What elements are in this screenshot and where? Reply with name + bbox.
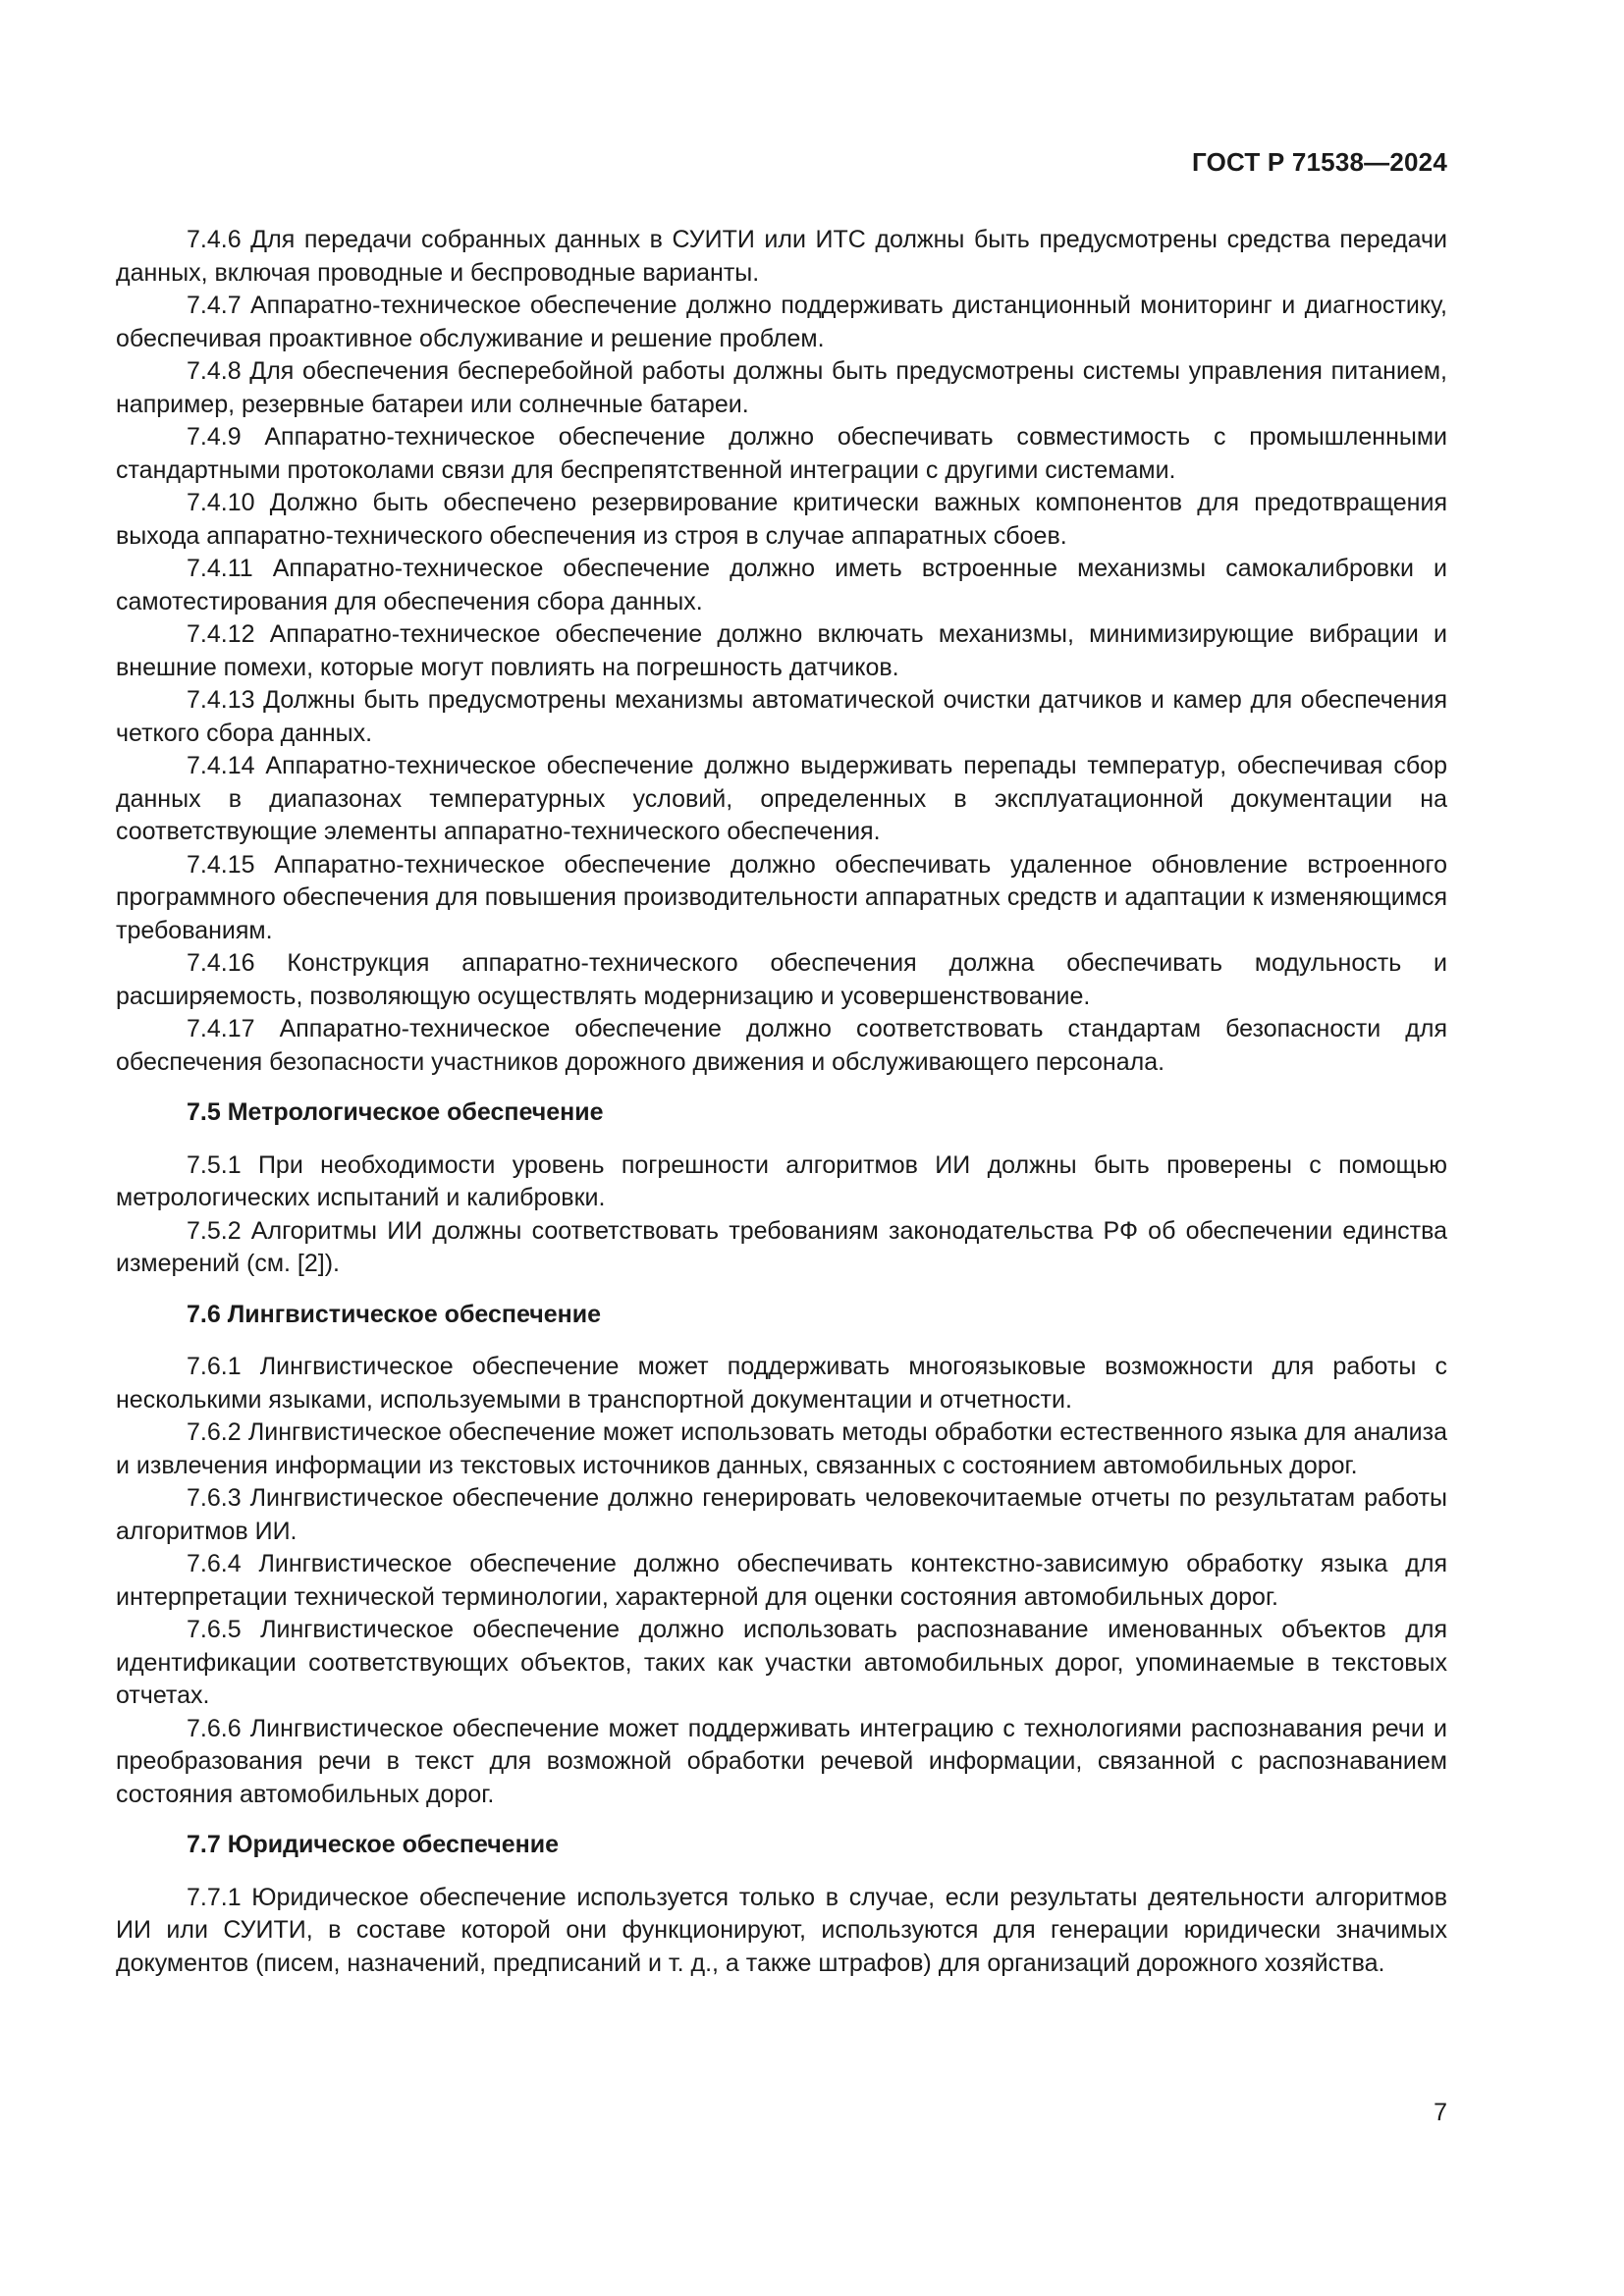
page-number: 7 (1434, 2099, 1447, 2126)
paragraph-7-4-13: 7.4.13 Должны быть предусмотрены механизмы автоматической очистки датчиков и камер для обеспечения четкого сбора данных. (116, 686, 1447, 747)
paragraph-7-5-2: 7.5.2 Алгоритмы ИИ должны соответствовать требованиям законодательства РФ об обеспечении единства измерений (см. [2]). (116, 1216, 1447, 1277)
paragraph-7-6-3: 7.6.3 Лингвистическое обеспечение должно генерировать человекочитаемые отчеты по результатам работы алгоритмов ИИ. (116, 1484, 1447, 1545)
paragraph-7-4-11: 7.4.11 Аппаратно-техническое обеспечение должно иметь встроенные механизмы самокалибровки и самотестирования для обеспечения сбора данных. (116, 555, 1447, 615)
paragraph-7-4-16: 7.4.16 Конструкция аппаратно-технического обеспечения должна обеспечивать модульность и расширяемость, позволяющую осуществлять модернизацию и усовершенствование. (116, 949, 1447, 1010)
paragraph-7-4-7: 7.4.7 Аппаратно-техническое обеспечение должно поддерживать дистанционный мониторинг и диагностику, обеспечивая проактивное обслуживание и решение проблем. (116, 292, 1447, 352)
document-body (116, 224, 1447, 1980)
paragraph-7-6-1: 7.6.1 Лингвистическое обеспечение может поддерживать многоязыковые возможности для работы с несколькими языками, используемыми в транспортной документации и отчетности. (116, 1353, 1447, 1414)
document-id-header: ГОСТ Р 71538—2024 (1192, 147, 1447, 177)
paragraph-7-6-4: 7.6.4 Лингвистическое обеспечение должно обеспечивать контекстно-зависимую обработку языка для интерпретации технической терминологии, характерной для оценки состояния автомобильных дорог. (116, 1550, 1447, 1611)
section-heading-7-6: 7.6 Лингвистическое обеспечение (187, 1300, 602, 1328)
section-heading-7-5: 7.5 Метрологическое обеспечение (187, 1098, 604, 1126)
paragraph-7-4-14: 7.4.14 Аппаратно-техническое обеспечение должно выдерживать перепады температур, обеспечивая сбор данных в диапазонах температурных условий, определенных в эксплуатационной документации на соответствующие элементы аппаратно-технического обеспечения. (116, 752, 1447, 845)
paragraph-7-5-1: 7.5.1 При необходимости уровень погрешности алгоритмов ИИ должны быть проверены с помощью метрологических испытаний и калибровки. (116, 1150, 1447, 1211)
paragraph-7-7-1: 7.7.1 Юридическое обеспечение используется только в случае, если результаты деятельности алгоритмов ИИ или СУИТИ, в составе которой они функционируют, используются для генерации юридически значимых документов (писем, назначений, предписаний и т. д., а также штрафов) для организаций дорожного хозяйства. (116, 1883, 1447, 1977)
paragraph-7-4-9: 7.4.9 Аппаратно-техническое обеспечение должно обеспечивать совместимость с промышленными стандартными протоколами связи для беспрепятственной интеграции с другими системами. (116, 423, 1447, 484)
paragraph-7-6-6: 7.6.6 Лингвистическое обеспечение может поддерживать интеграцию с технологиями распознавания речи и преобразования речи в текст для возможной обработки речевой информации, связанной с распознаванием состояния автомобильных дорог. (116, 1714, 1447, 1808)
paragraph-7-4-12: 7.4.12 Аппаратно-техническое обеспечение должно включать механизмы, минимизирующие вибрации и внешние помехи, которые могут повлиять на погрешность датчиков. (116, 620, 1447, 681)
paragraph-7-6-2: 7.6.2 Лингвистическое обеспечение может использовать методы обработки естественного языка для анализа и извлечения информации из текстовых источников данных, связанных с состоянием автомобильных дорог. (116, 1418, 1447, 1479)
paragraph-7-4-6: 7.4.6 Для передачи собранных данных в СУИТИ или ИТС должны быть предусмотрены средства передачи данных, включая проводные и беспроводные варианты. (116, 226, 1447, 287)
section-heading-7-7: 7.7 Юридическое обеспечение (187, 1831, 560, 1858)
paragraph-7-6-5: 7.6.5 Лингвистическое обеспечение должно использовать распознавание именованных объектов для идентификации соответствующих объектов, таких как участки автомобильных дорог, упоминаемые в текстовых отчетах. (116, 1616, 1447, 1709)
paragraph-7-4-17: 7.4.17 Аппаратно-техническое обеспечение должно соответствовать стандартам безопасности для обеспечения безопасности участников дорожного движения и обслуживающего персонала. (116, 1015, 1447, 1076)
document-page (116, 0, 1447, 2296)
paragraph-7-4-10: 7.4.10 Должно быть обеспечено резервирование критически важных компонентов для предотвращения выхода аппаратно-технического обеспечения из строя в случае аппаратных сбоев. (116, 489, 1447, 550)
paragraph-7-4-15: 7.4.15 Аппаратно-техническое обеспечение должно обеспечивать удаленное обновление встроенного программного обеспечения для повышения производительности аппаратных средств и адаптации к изменяющимся требованиям. (116, 850, 1447, 944)
paragraph-7-4-8: 7.4.8 Для обеспечения бесперебойной работы должны быть предусмотрены системы управления питанием, например, резервные батареи или солнечные батареи. (116, 357, 1447, 418)
